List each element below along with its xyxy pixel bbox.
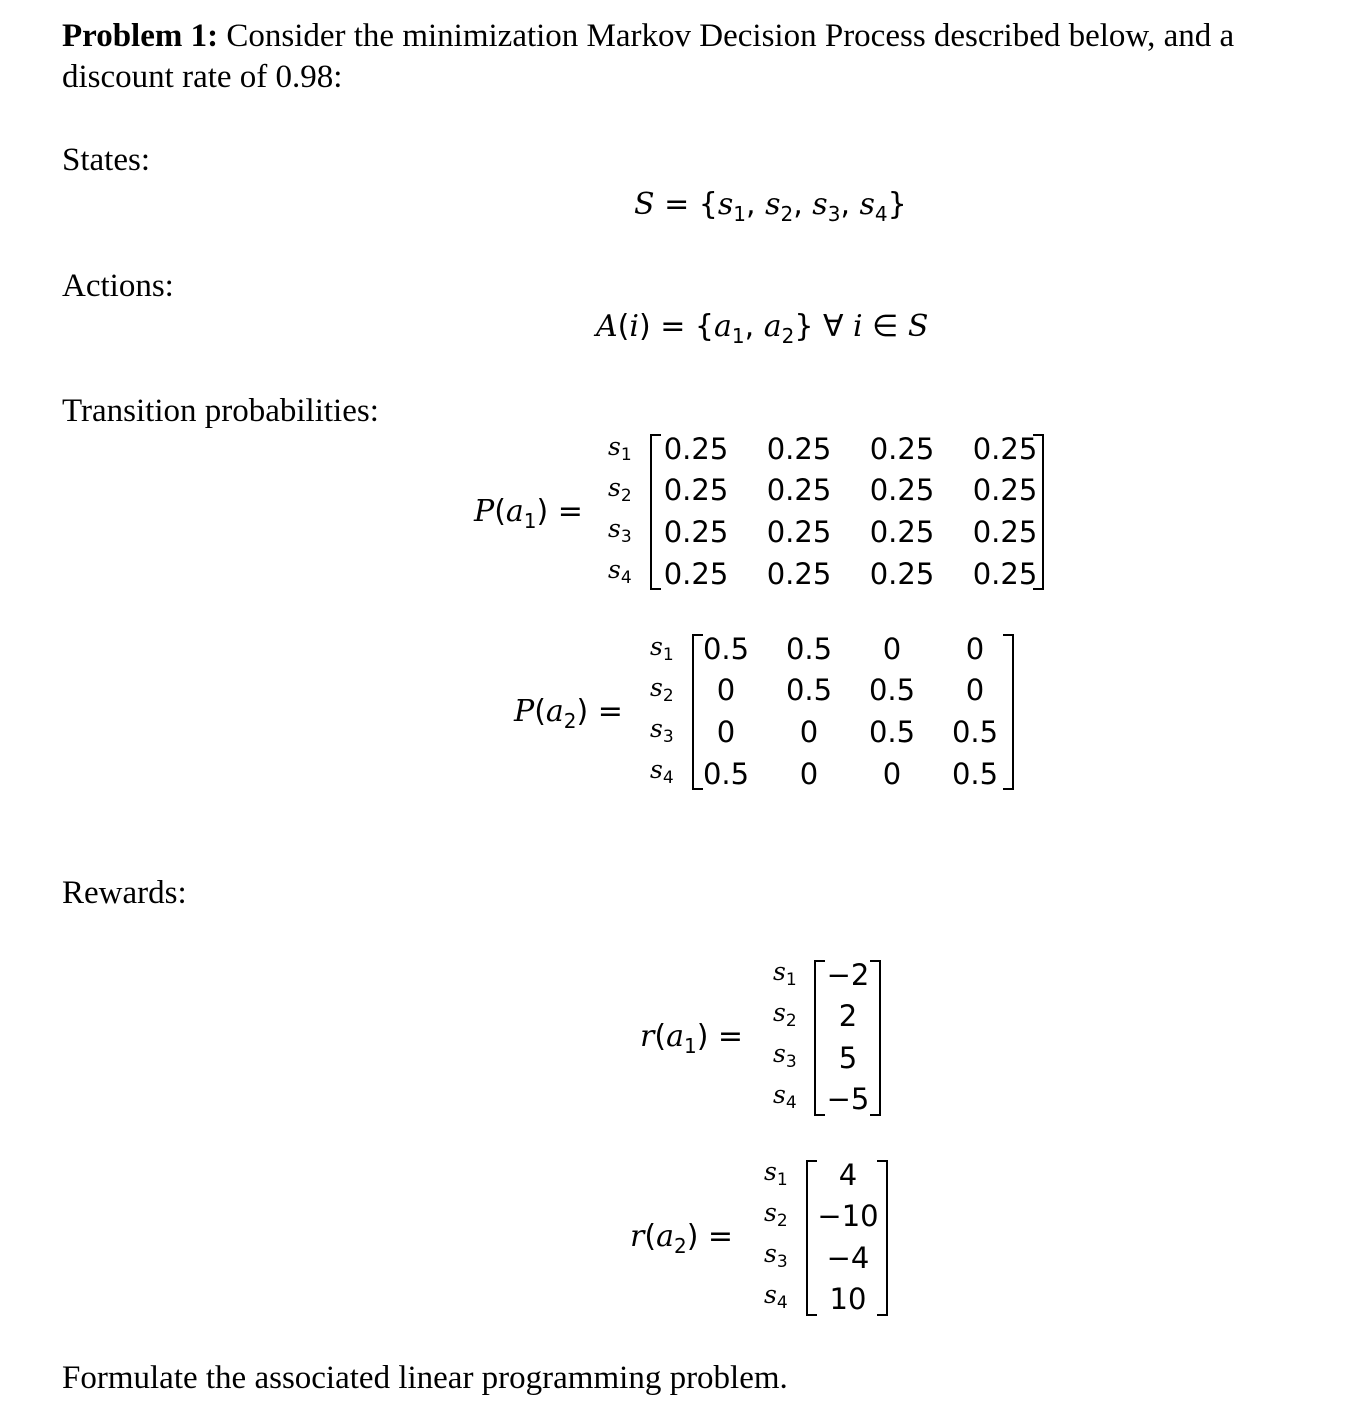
r-a1-cell: −2 <box>826 958 870 992</box>
r-a2-cell: −10 <box>817 1199 879 1233</box>
p-a1-cell: 0.25 <box>663 557 729 591</box>
transitions-heading: Transition probabilities: <box>62 393 379 429</box>
p-a2-cell: 0.5 <box>785 673 833 707</box>
p-a1-cell: 0.25 <box>972 432 1038 466</box>
p-a1-cell: 0.25 <box>869 473 935 507</box>
p-a2-row-label-4: $s_4$ <box>650 755 674 788</box>
r-a1-label: $r(a_1)$ = <box>640 1019 744 1058</box>
r-a2-cell: 4 <box>838 1158 858 1192</box>
p-a1-cell: 0.25 <box>766 432 832 466</box>
p-a1-cell: 0.25 <box>766 473 832 507</box>
p-a2-row-label-1: $s_1$ <box>650 632 674 665</box>
p-a2-cell: 0 <box>882 757 902 791</box>
r-a2-row-label-3: $s_3$ <box>764 1239 788 1272</box>
p-a1-row-label-3: $s_3$ <box>608 514 632 547</box>
p-a2-row-label-3: $s_3$ <box>650 714 674 747</box>
p-a2-cell: 0.5 <box>702 632 750 666</box>
p-a1-cell: 0.25 <box>663 432 729 466</box>
r-a1-row-label-1: $s_1$ <box>773 957 797 990</box>
p-a2-cell: 0.5 <box>785 632 833 666</box>
p-a2-cell: 0 <box>799 715 819 749</box>
p-a2-cell: 0 <box>882 632 902 666</box>
p-a2-cell: 0.5 <box>702 757 750 791</box>
p-a1-cell: 0.25 <box>869 432 935 466</box>
r-a1-row-label-2: $s_2$ <box>773 998 797 1031</box>
problem-intro-line2: discount rate of 0.98: <box>62 59 343 95</box>
p-a2-cell: 0 <box>799 757 819 791</box>
actions-set-equation: $A(i) = \{a_1$, $a_2$} ∀ i ∈ S <box>596 309 929 348</box>
p-a1-cell: 0.25 <box>663 515 729 549</box>
r-a2-cell: −4 <box>826 1241 870 1275</box>
p-a1-cell: 0.25 <box>766 557 832 591</box>
conclusion-text: Formulate the associated linear programming problem. <box>62 1360 788 1396</box>
r-a1-cell: 2 <box>838 999 858 1033</box>
p-a2-cell: 0.5 <box>868 715 916 749</box>
states-heading: States: <box>62 142 150 178</box>
p-a2-cell: 0 <box>965 673 985 707</box>
problem-intro-line1 <box>62 20 1234 53</box>
r-a1-cell: −5 <box>826 1082 870 1116</box>
p-a2-cell: 0.5 <box>868 673 916 707</box>
states-set-equation: $S = \{s_1$, $s_2$, $s_3$, $s_4$} <box>634 187 907 226</box>
r-a2-row-label-2: $s_2$ <box>764 1198 788 1231</box>
r-a2-row-label-1: $s_1$ <box>764 1157 788 1190</box>
p-a1-row-label-1: $s_1$ <box>608 432 632 465</box>
p-a2-cell: 0.5 <box>951 715 999 749</box>
r-a1-row-label-4: $s_4$ <box>773 1080 797 1113</box>
problem-label: Problem 1: <box>62 18 219 54</box>
p-a2-cell: 0.5 <box>951 757 999 791</box>
r-a1-row-label-3: $s_3$ <box>773 1039 797 1072</box>
p-a1-cell: 0.25 <box>972 473 1038 507</box>
rewards-heading: Rewards: <box>62 875 187 911</box>
problem-intro-text: Consider the minimization Markov Decision Process described below, and a <box>226 18 1235 54</box>
p-a2-cell: 0 <box>716 715 736 749</box>
p-a1-cell: 0.25 <box>972 557 1038 591</box>
p-a2-cell: 0 <box>716 673 736 707</box>
p-a1-cell: 0.25 <box>869 515 935 549</box>
p-a1-cell: 0.25 <box>972 515 1038 549</box>
p-a1-row-label-4: $s_4$ <box>608 555 632 588</box>
p-a1-cell: 0.25 <box>869 557 935 591</box>
p-a2-cell: 0 <box>965 632 985 666</box>
r-a2-cell: 10 <box>829 1282 867 1316</box>
actions-heading: Actions: <box>62 268 174 304</box>
p-a2-label: $P(a_2)$ = <box>514 694 623 733</box>
p-a2-row-label-2: $s_2$ <box>650 673 674 706</box>
p-a1-row-label-2: $s_2$ <box>608 473 632 506</box>
r-a1-cell: 5 <box>838 1041 858 1075</box>
p-a1-label: $P(a_1)$ = <box>474 494 583 533</box>
p-a1-cell: 0.25 <box>766 515 832 549</box>
r-a2-label: $r(a_2)$ = <box>630 1219 734 1258</box>
p-a1-cell: 0.25 <box>663 473 729 507</box>
p-a2-right-bracket <box>1003 634 1014 790</box>
r-a2-row-label-4: $s_4$ <box>764 1280 788 1313</box>
